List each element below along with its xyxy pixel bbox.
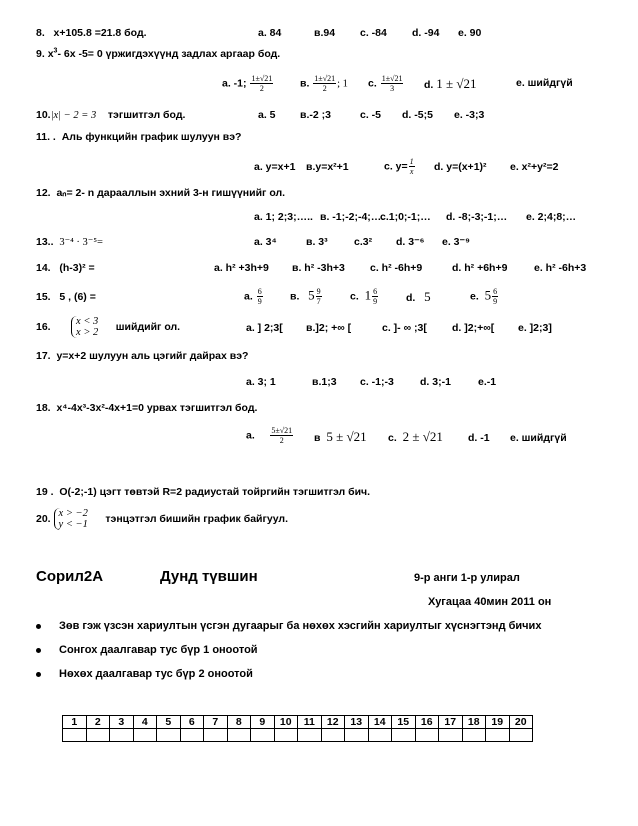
answer-cell[interactable] — [439, 729, 463, 742]
question-number: 14. — [36, 262, 51, 274]
option-e: е. 2;4;8;… — [526, 211, 577, 223]
option-label: с. — [350, 290, 359, 303]
inequality-system — [54, 508, 88, 530]
question-number: 12. — [36, 187, 51, 199]
option-c: с.1;0;-1;… — [380, 211, 431, 223]
question-text: y=x+2 шулуун аль цэгийг дайрах вэ? — [56, 350, 249, 362]
option-label: а. — [244, 290, 253, 303]
question-number: 13.. — [36, 236, 54, 248]
instruction-text: Зөв гэж үзсэн хариултын үсгэн дугаарыг ба нөхөх хэсгийн хариултыг хүснэгтэнд бичих — [59, 620, 542, 632]
question-text: x+105.8 =21.8 бод. — [53, 27, 147, 39]
fraction — [257, 287, 263, 306]
option-d: d. 3;-1 — [420, 376, 451, 388]
answer-number-cell: 3 — [110, 716, 134, 729]
question-text: aₙ= 2- n дарааллын эхний 3-н гишүүнийг ол. — [56, 187, 286, 199]
option-b: в.-2 ;3 — [300, 109, 331, 121]
answer-number-cell: 14 — [368, 716, 392, 729]
question-number: 16. — [36, 320, 51, 333]
question-text: - 6x -5= 0 үржигдэхүүнд задлах аргаар бод. — [57, 48, 281, 60]
denominator: 9 — [257, 297, 262, 306]
math-expression: |x| − 2 = 3 — [50, 110, 97, 121]
question-17 — [36, 350, 248, 363]
question-14 — [36, 262, 95, 275]
answer-table — [62, 715, 533, 742]
option-b — [314, 430, 367, 445]
option-d — [424, 77, 477, 92]
question-number: 17. — [36, 350, 51, 362]
answer-number-cell: 15 — [392, 716, 416, 729]
option-a: а. y=x+1 — [254, 161, 296, 173]
answer-cell[interactable] — [227, 729, 251, 742]
option-d — [406, 290, 431, 305]
option-a: а. 3⁴ — [254, 236, 277, 248]
option-tail: ; 1 — [337, 78, 348, 90]
answer-cell[interactable] — [509, 729, 533, 742]
math-expression: 3⁻⁴ · 3⁻⁵= — [59, 237, 103, 248]
whole-part: 5 — [308, 287, 315, 303]
option-e — [470, 287, 499, 306]
option-a: а. 1; 2;3;….. — [254, 211, 313, 223]
question-20 — [36, 508, 288, 530]
question-text: (h-3)² = — [59, 262, 95, 274]
answer-cell[interactable] — [368, 729, 392, 742]
fraction — [409, 157, 415, 176]
option-b: в. 3³ — [306, 236, 328, 248]
question-19 — [36, 486, 370, 499]
fraction — [313, 74, 336, 93]
option-label: а. -1; — [222, 77, 247, 90]
question-number: 19 . — [36, 486, 54, 498]
option-e: е. ]2;3] — [518, 322, 552, 334]
question-11 — [36, 131, 241, 144]
instruction-item — [36, 620, 541, 632]
option-d: d. -1 — [468, 432, 490, 444]
instruction-item — [36, 644, 258, 656]
option-value: 2 ± √21 — [402, 429, 443, 444]
inequality-1: x > −2 — [58, 508, 88, 519]
option-b — [300, 74, 348, 93]
option-value: 5 — [424, 289, 431, 304]
option-d: d. ]2;+∞[ — [452, 322, 495, 334]
answer-number-cell: 17 — [439, 716, 463, 729]
option-b: в.1;3 — [312, 376, 337, 388]
option-c — [368, 74, 404, 93]
question-number: 11. . — [36, 131, 56, 143]
question-text: x — [47, 48, 54, 60]
option-value: 5 ± √21 — [326, 429, 367, 444]
question-number: 9. — [36, 48, 45, 60]
question-8 — [36, 27, 147, 40]
option-label: в. — [290, 290, 300, 303]
answer-number-cell: 6 — [180, 716, 204, 729]
option-e: е. -3;3 — [454, 109, 485, 121]
fraction — [270, 426, 293, 445]
numerator: 6 — [373, 287, 378, 296]
option-c — [350, 287, 379, 306]
answer-cell[interactable] — [274, 729, 298, 742]
numerator: 6 — [493, 287, 498, 296]
question-9 — [36, 48, 280, 61]
difficulty-level: Дунд түвшин — [160, 568, 258, 585]
answer-number-cell: 4 — [133, 716, 157, 729]
option-e: е.-1 — [478, 376, 497, 388]
option-e: е. шийдгүй — [510, 432, 567, 444]
denominator: 2 — [279, 436, 284, 445]
question-text: шийдийг ол. — [115, 320, 181, 333]
bullet-icon — [36, 648, 41, 653]
option-e: е. x²+y²=2 — [510, 161, 559, 173]
answer-cell[interactable] — [63, 729, 87, 742]
answer-number-cell: 12 — [321, 716, 345, 729]
answer-cell[interactable] — [157, 729, 181, 742]
option-a: а. 3; 1 — [246, 376, 276, 388]
option-c: с.3² — [354, 236, 373, 248]
denominator: 3 — [390, 84, 395, 93]
option-label: в — [314, 432, 321, 444]
option-e: е. 90 — [458, 27, 482, 39]
option-a — [246, 426, 294, 445]
option-label: с. y= — [384, 160, 408, 173]
answer-number-cell: 20 — [509, 716, 533, 729]
question-18 — [36, 402, 257, 415]
fraction — [250, 74, 273, 93]
test-title: Сорил2А — [36, 568, 104, 585]
option-b: в.94 — [314, 27, 336, 39]
answer-cell[interactable] — [251, 729, 275, 742]
whole-part: 1 — [364, 287, 372, 303]
answer-input-row — [63, 729, 533, 742]
option-b: в.]2; +∞ [ — [306, 322, 352, 334]
question-15 — [36, 291, 96, 304]
option-e: е. шийдгүй — [516, 77, 573, 89]
answer-number-cell: 13 — [345, 716, 369, 729]
option-c: с. ]- ∞ ;3[ — [382, 322, 427, 334]
option-label: d. — [424, 79, 434, 91]
option-label: в. — [300, 77, 310, 90]
option-label: е. — [470, 290, 479, 303]
option-e: е. 3⁻⁹ — [442, 236, 471, 248]
option-d: d. y=(x+1)² — [434, 161, 487, 173]
answer-number-cell: 8 — [227, 716, 251, 729]
option-b — [290, 287, 323, 306]
option-b: в.y=x²+1 — [306, 161, 349, 173]
answer-cell[interactable] — [204, 729, 228, 742]
option-a: а. h² +3h+9 — [214, 262, 269, 274]
answer-number-cell: 16 — [415, 716, 439, 729]
option-c: с. -5 — [360, 109, 382, 121]
question-number: 15. — [36, 291, 51, 303]
option-c — [384, 157, 416, 176]
exponent: 3 — [53, 47, 58, 55]
question-text: Аль функцийн график шулуун вэ? — [61, 131, 242, 143]
whole-part: 5 — [484, 287, 492, 303]
option-label: с. — [368, 77, 377, 90]
grade-term: 9-р анги 1-р улирал — [414, 572, 520, 584]
option-value: 1 ± √21 — [436, 76, 477, 91]
option-label: d. — [406, 292, 416, 304]
option-c — [388, 430, 443, 445]
option-label: с. — [388, 432, 397, 444]
bullet-icon — [36, 624, 41, 629]
time-year: Хугацаа 40мин 2011 он — [428, 596, 552, 608]
answer-number-cell: 2 — [86, 716, 110, 729]
bullet-icon — [36, 672, 41, 677]
question-number: 18. — [36, 402, 51, 414]
inequality-2: y < −1 — [58, 519, 88, 530]
option-e: е. h² -6h+3 — [534, 262, 587, 274]
question-13 — [36, 236, 103, 249]
question-text: O(-2;-1) цэгт төвтэй R=2 радиустай тойргийн тэгшитгэл бич. — [59, 486, 371, 498]
fraction — [316, 287, 322, 306]
denominator: 7 — [316, 297, 321, 306]
option-c: с. -1;-3 — [360, 376, 394, 388]
answer-cell[interactable] — [462, 729, 486, 742]
instruction-item — [36, 668, 253, 680]
answer-number-cell: 1 — [63, 716, 87, 729]
option-a — [222, 74, 274, 93]
denominator: 9 — [373, 297, 378, 306]
question-10 — [36, 109, 185, 122]
question-number: 8. — [36, 27, 45, 39]
answer-number-cell: 9 — [251, 716, 275, 729]
instruction-text: Сонгох даалгавар тус бүр 1 оноотой — [59, 644, 258, 656]
option-d: d. 3⁻⁶ — [396, 236, 425, 248]
question-text: тэнцэтгэл бишийн график байгуул. — [105, 512, 289, 525]
numerator: 9 — [316, 287, 321, 296]
answer-number-cell: 11 — [298, 716, 322, 729]
inequality-system — [71, 316, 98, 338]
numerator: 1±√21 — [251, 74, 273, 83]
option-b: в. -1;-2;-4;…. — [320, 211, 385, 223]
answer-cell[interactable] — [392, 729, 416, 742]
option-label: а. — [246, 429, 255, 442]
answer-number-cell: 7 — [204, 716, 228, 729]
option-d: d. -8;-3;-1;… — [446, 211, 508, 223]
answer-cell[interactable] — [133, 729, 157, 742]
numerator: 1 — [409, 157, 414, 166]
question-number: 20. — [36, 512, 51, 525]
answer-cell[interactable] — [321, 729, 345, 742]
answer-number-cell: 18 — [462, 716, 486, 729]
question-text: 5 , (6) = — [59, 291, 96, 303]
option-d: d. -94 — [412, 27, 440, 39]
question-text: тэгшитгэл бод. — [107, 109, 186, 121]
option-a: а. 84 — [258, 27, 282, 39]
inequality-1: x < 3 — [76, 316, 99, 327]
answer-number-cell: 19 — [486, 716, 510, 729]
answer-cell[interactable] — [180, 729, 204, 742]
option-d: d. -5;5 — [402, 109, 433, 121]
answer-number-cell: 5 — [157, 716, 181, 729]
answer-cell[interactable] — [298, 729, 322, 742]
option-d: d. h² +6h+9 — [452, 262, 508, 274]
fraction — [381, 74, 404, 93]
option-c: с. -84 — [360, 27, 387, 39]
option-c: с. h² -6h+9 — [370, 262, 423, 274]
numerator: 5±√21 — [271, 426, 293, 435]
denominator: 9 — [493, 297, 498, 306]
answer-number-row — [63, 716, 533, 729]
instruction-text: Нөхөх даалгавар тус бүр 2 оноотой — [59, 668, 253, 680]
question-16 — [36, 316, 180, 338]
question-text: x⁴-4x³-3x²-4x+1=0 урвах тэгшитгэл бод. — [56, 402, 258, 414]
answer-cell[interactable] — [486, 729, 510, 742]
answer-number-cell: 10 — [274, 716, 298, 729]
denominator: x — [409, 167, 414, 176]
question-number: 10. — [36, 109, 51, 121]
numerator: 1±√21 — [314, 74, 336, 83]
option-a — [244, 287, 264, 306]
answer-cell[interactable] — [345, 729, 369, 742]
denominator: 2 — [322, 84, 327, 93]
denominator: 2 — [259, 84, 264, 93]
option-a: а. 5 — [258, 109, 276, 121]
answer-cell[interactable] — [110, 729, 134, 742]
numerator: 6 — [257, 287, 262, 296]
answer-cell[interactable] — [415, 729, 439, 742]
numerator: 1±√21 — [381, 74, 403, 83]
fraction — [492, 287, 498, 306]
answer-cell[interactable] — [86, 729, 110, 742]
inequality-2: x > 2 — [76, 327, 99, 338]
question-12 — [36, 187, 285, 200]
fraction — [372, 287, 378, 306]
option-a: а. ] 2;3[ — [246, 322, 283, 334]
option-b: в. h² -3h+3 — [292, 262, 345, 274]
